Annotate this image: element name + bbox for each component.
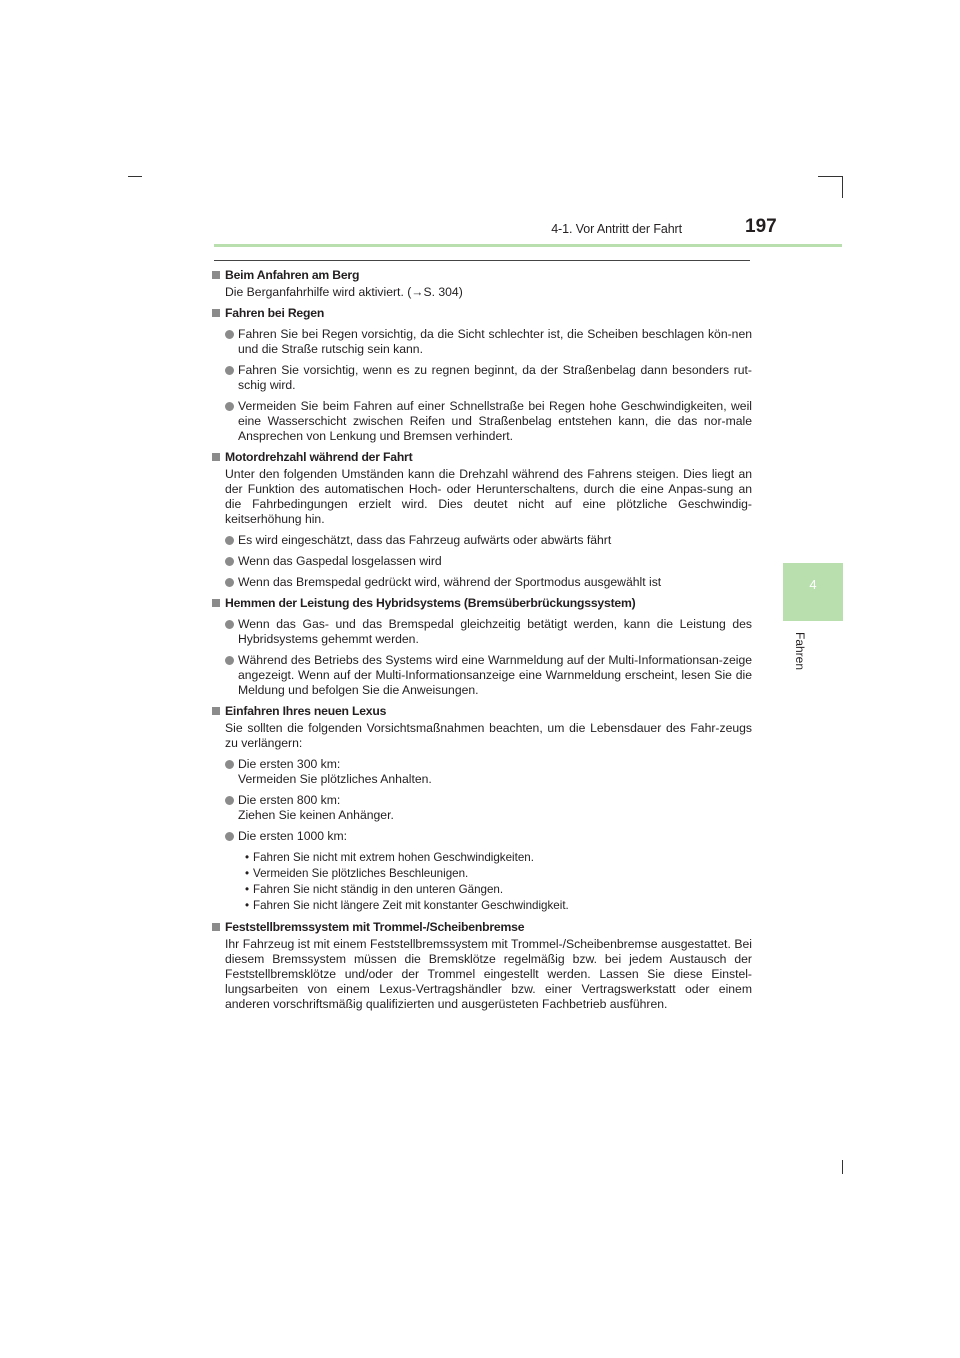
header-rule xyxy=(214,244,842,247)
square-bullet-icon xyxy=(212,309,220,317)
square-bullet-icon xyxy=(212,599,220,607)
list-item: Während des Betriebs des Systems wird eine Warnmeldung auf der Multi-Informationsan-zeige angezeigt. Wenn auf der Multi-Informationsanzeige eine Warnmeldung erscheint, lesen Sie die Meldung und befolgen Sie die Anweisungen. xyxy=(212,653,752,698)
chapter-label: Fahren xyxy=(793,632,807,671)
circle-bullet-icon xyxy=(225,578,234,587)
square-bullet-icon xyxy=(212,271,220,279)
circle-bullet-icon xyxy=(225,330,234,339)
running-header-section: 4-1. Vor Antritt der Fahrt xyxy=(551,222,682,236)
circle-bullet-icon xyxy=(225,760,234,769)
crop-mark-top-left xyxy=(128,176,142,177)
section-text: Die Berganfahrhilfe wird aktiviert. (→S. 304) xyxy=(225,285,463,299)
page-content xyxy=(212,268,752,1012)
list-item: Es wird eingeschätzt, dass das Fahrzeug aufwärts oder abwärts fährt xyxy=(212,533,752,548)
square-bullet-icon xyxy=(212,453,220,461)
section-text: Unter den folgenden Umständen kann die Drehzahl während des Fahrens steigen. Dies liegt an der Funktion des automatischen Hoch- oder Herunterschaltens, durch die eine Anpas-sung an die Fahrbedingungen erzielt wird. Dies deutet nicht auf eine plötzliche Geschwindig-keitserhöhung hin. xyxy=(225,467,752,526)
content-top-rule xyxy=(214,260,750,261)
sub-list-item: • Fahren Sie nicht mit extrem hohen Geschwindigkeiten. xyxy=(245,851,534,864)
list-item: Vermeiden Sie beim Fahren auf einer Schnellstraße bei Regen hohe Geschwindigkeiten, weil eine Wasserschicht zwischen Reifen und Straßenbelag entstehen kann, die das nor-male Ansprechen von Lenkung und Bremsen verhindert. xyxy=(212,399,752,444)
chapter-tab xyxy=(783,563,843,621)
crop-mark-top-right-h xyxy=(818,176,842,177)
section-text: Ihr Fahrzeug ist mit einem Feststellbremssystem mit Trommel-/Scheibenbremse ausgestattet. Bei diesem Bremssystem müssen die Bremsklötze regelmäßig bzw. bei jedem Austausch der Feststellbremsklötze und/oder der Trommel eingestellt werden. Lassen Sie diese Einstel-lungsarbeiten von einem Lexus-Vertragshändler bzw. einer Vertragswerkstatt oder einem anderen vorschriftsmäßig qualifizierten und ausgerüsteten Fachbetrieb ausführen. xyxy=(225,937,752,1011)
list-item: Fahren Sie bei Regen vorsichtig, da die Sicht schlechter ist, die Scheiben beschlagen kön-nen und die Straße rutschig sein kann. xyxy=(212,327,752,357)
circle-bullet-icon xyxy=(225,832,234,841)
crop-mark-bottom-right xyxy=(842,1160,843,1174)
circle-bullet-icon xyxy=(225,557,234,566)
section-heading: Hemmen der Leistung des Hybridsystems (Bremsüberbrückungssystem) xyxy=(212,596,752,611)
circle-bullet-icon xyxy=(225,402,234,411)
section-heading: Feststellbremssystem mit Trommel-/Scheibenbremse xyxy=(212,920,752,935)
list-item: Fahren Sie vorsichtig, wenn es zu regnen beginnt, da der Straßenbelag dann besonders rut-schig wird. xyxy=(212,363,752,393)
section-heading: Fahren bei Regen xyxy=(212,306,752,321)
list-item: Wenn das Bremspedal gedrückt wird, während der Sportmodus ausgewählt ist xyxy=(212,575,752,590)
section-heading: Motordrehzahl während der Fahrt xyxy=(212,450,752,465)
sub-list-item: • Fahren Sie nicht ständig in den unteren Gängen. xyxy=(245,883,504,896)
square-bullet-icon xyxy=(212,707,220,715)
crop-mark-top-right-v xyxy=(842,176,843,198)
square-bullet-icon xyxy=(212,923,220,931)
sub-list-item: • Vermeiden Sie plötzliches Beschleunigen. xyxy=(245,867,469,880)
circle-bullet-icon xyxy=(225,536,234,545)
page-number: 197 xyxy=(745,216,777,237)
list-item: Die ersten 800 km: Ziehen Sie keinen Anhänger. xyxy=(212,793,752,823)
section-heading: Einfahren Ihres neuen Lexus xyxy=(212,704,752,719)
section-text: Sie sollten die folgenden Vorsichtsmaßnahmen beachten, um die Lebensdauer des Fahr-zeugs zu verlängern: xyxy=(225,721,752,750)
sub-list xyxy=(212,850,752,914)
circle-bullet-icon xyxy=(225,620,234,629)
list-item: Wenn das Gaspedal losgelassen wird xyxy=(212,554,752,569)
list-item: Die ersten 300 km: Vermeiden Sie plötzliches Anhalten. xyxy=(212,757,752,787)
list-item: Die ersten 1000 km: xyxy=(212,829,752,844)
list-item: Wenn das Gas- und das Bremspedal gleichzeitig betätigt werden, kann die Leistung des Hybridsystems gehemmt werden. xyxy=(212,617,752,647)
circle-bullet-icon xyxy=(225,366,234,375)
chapter-number: 4 xyxy=(809,577,817,592)
section-heading: Beim Anfahren am Berg xyxy=(212,268,752,283)
sub-list-item: • Fahren Sie nicht längere Zeit mit konstanter Geschwindigkeit. xyxy=(245,899,569,912)
circle-bullet-icon xyxy=(225,656,234,665)
circle-bullet-icon xyxy=(225,796,234,805)
